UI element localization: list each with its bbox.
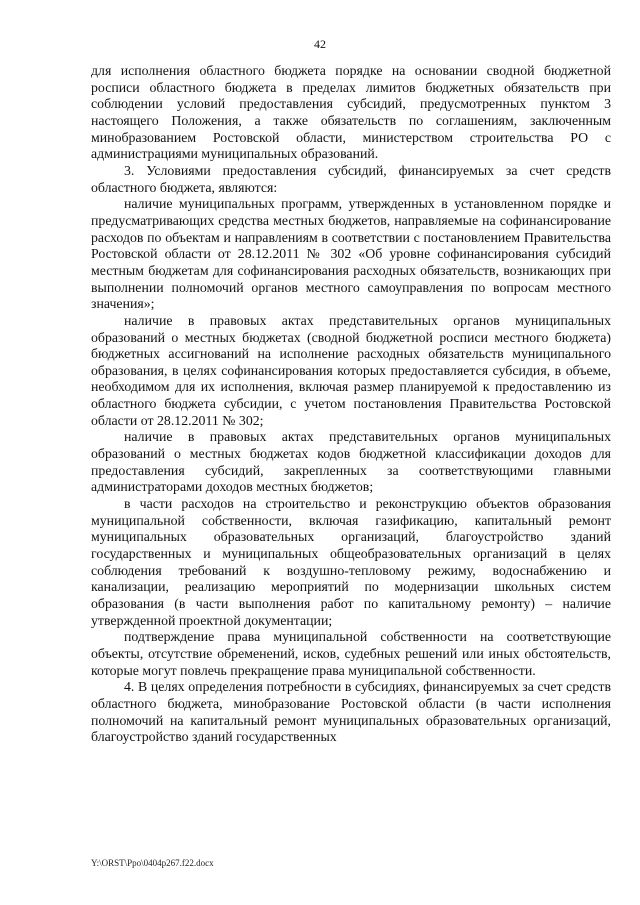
paragraph-condition-ownership: подтверждение права муниципальной собственности на соответствующие объекты, отсутствие обременений, исков, судебных решений или иных обстоятельств, которые могут повлечь прекращение права муниципальной собственности.	[91, 629, 611, 678]
paragraph-continuation: для исполнения областного бюджета порядке на основании сводной бюджетной росписи областного бюджета в пределах лимитов бюджетных обязательств при соблюдении условий предоставления субсидий, предусмотренных пунктом 3 настоящего Положения, а также обязательств по соглашениям, заключенным минобразованием Ростовской области, министерством строительства РО с администрациями муниципальных образований.	[91, 63, 611, 162]
paragraph-item-4: 4. В целях определения потребности в субсидиях, финансируемых за счет средств областного бюджета, минобразование Ростовской области (в части исполнения полномочий на капитальный ремонт муниципальных образовательных организаций, благоустройство зданий государственных	[91, 679, 611, 745]
document-body	[91, 63, 611, 746]
paragraph-condition-design-documentation: в части расходов на строительство и реконструкцию объектов образования муниципальной собственности, включая газификацию, капитальный ремонт муниципальных образовательных организаций, благоустройство зданий государственных и муниципальных общеобразовательных организаций в целях соблюдения требований к воздушно-тепловому режиму, водоснабжению и канализации, реализацию мероприятий по модернизации школьных систем образования (в части выполнения работ по капитальному ремонту) – наличие утвержденной проектной документации;	[91, 496, 611, 628]
paragraph-item-3: 3. Условиями предоставления субсидий, финансируемых за счет средств областного бюджета, являются:	[91, 162, 611, 195]
paragraph-condition-budget-allocations: наличие в правовых актах представительных органов муниципальных образований о местных бюджетах (сводной бюджетной росписи местного бюджета) бюджетных ассигнований на исполнение расходных обязательств муниципального образования, в целях софинансирования которых предоставляется субсидия, в объеме, необходимом для их исполнения, включая размер планируемой к предоставлению из областного бюджета субсидии, с учетом постановления Правительства Ростовской области от 28.12.2011 № 302;	[91, 312, 611, 428]
paragraph-condition-budget-codes: наличие в правовых актах представительных органов муниципальных образований о местных бюджетах кодов бюджетной классификации доходов для предоставления субсидий, закрепленных за соответствующими главными администраторами доходов местных бюджетов;	[91, 429, 611, 495]
footer-file-path: Y:\ORST\Ppo\0404p267.f22.docx	[91, 858, 214, 868]
page-number: 42	[314, 37, 326, 51]
paragraph-condition-programs: наличие муниципальных программ, утвержденных в установленном порядке и предусматривающих средства местных бюджетов, направляемые на софинансирование расходов по объектам и направлениям в соответствии с постановлением Правительства Ростовской области от 28.12.2011 № 302 «Об уровне софинансирования субсидий местным бюджетам для софинансирования расходных обязательств, возникающих при выполнении полномочий органов местного самоуправления по вопросам местного значения»;	[91, 196, 611, 312]
